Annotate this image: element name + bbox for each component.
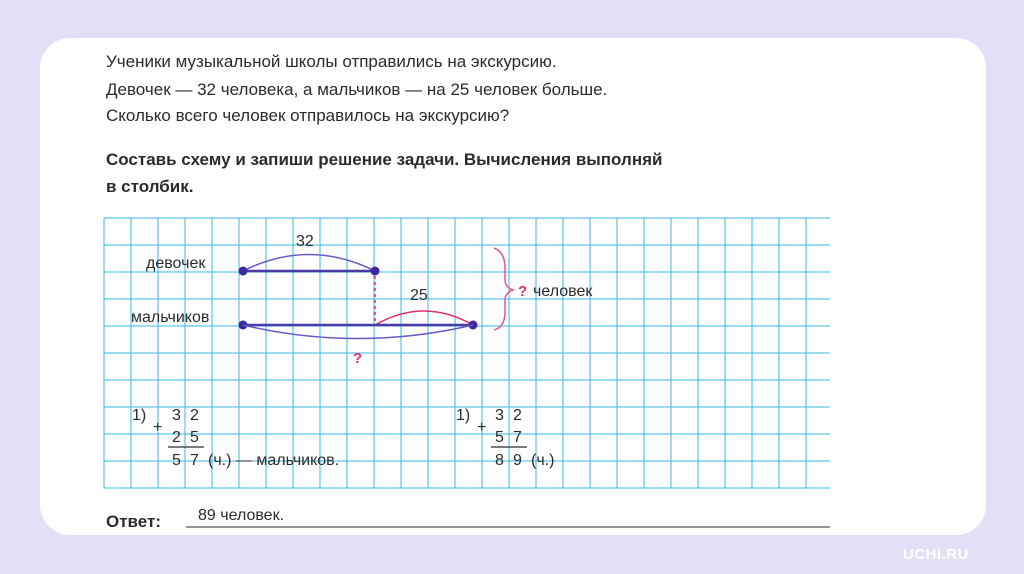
total-brace bbox=[494, 248, 513, 330]
girls-value-label: 32 bbox=[296, 233, 314, 250]
squared-grid bbox=[104, 218, 830, 488]
addend-1-units: 2 bbox=[190, 407, 199, 424]
solution-2 bbox=[456, 407, 554, 469]
boys-unknown-mark: ? bbox=[353, 350, 363, 367]
addend-2-tens: 5 bbox=[495, 429, 504, 446]
step-number: 1) bbox=[456, 407, 471, 424]
problem-line-3: Сколько всего человек отправилось на экскурсию? bbox=[106, 106, 510, 125]
solution-1 bbox=[132, 407, 339, 469]
girls-label: девочек bbox=[146, 255, 206, 272]
boys-arc bbox=[243, 325, 473, 339]
problem-line-2: Девочек — 32 человека, а мальчиков — на 25 человек больше. bbox=[106, 80, 608, 99]
total-label: человек bbox=[533, 283, 593, 300]
difference-arc bbox=[375, 311, 473, 325]
boys-label: мальчиков bbox=[131, 309, 210, 326]
plus-sign: + bbox=[477, 419, 487, 436]
task-line-2: в столбик. bbox=[106, 177, 194, 196]
answer-row bbox=[106, 507, 830, 531]
girls-start-point bbox=[239, 267, 248, 276]
result-description: (ч.) — мальчиков. bbox=[208, 452, 340, 469]
addend-1-units: 2 bbox=[513, 407, 522, 424]
sum-tens: 8 bbox=[495, 452, 504, 469]
difference-value-label: 25 bbox=[410, 287, 428, 304]
answer-label: Ответ: bbox=[106, 512, 161, 531]
sum-units: 9 bbox=[513, 452, 522, 469]
task-line-1: Составь схему и запиши решение задачи. Вычисления выполняй bbox=[106, 150, 663, 169]
sum-tens: 5 bbox=[172, 452, 181, 469]
scheme-diagram bbox=[131, 233, 593, 367]
addend-1-tens: 3 bbox=[495, 407, 504, 424]
answer-value: 89 человек. bbox=[198, 507, 285, 524]
addend-2-units: 5 bbox=[190, 429, 199, 446]
addend-2-units: 7 bbox=[513, 429, 522, 446]
step-number: 1) bbox=[132, 407, 147, 424]
brand-logo: UCHi.RU bbox=[903, 546, 969, 563]
problem-line-1: Ученики музыкальной школы отправились на экскурсию. bbox=[106, 52, 557, 71]
total-unknown-mark: ? bbox=[518, 283, 528, 300]
result-description: (ч.) bbox=[531, 452, 555, 469]
sum-units: 7 bbox=[190, 452, 199, 469]
addend-1-tens: 3 bbox=[172, 407, 181, 424]
girls-end-point bbox=[371, 267, 380, 276]
girls-arc bbox=[243, 255, 375, 272]
plus-sign: + bbox=[153, 419, 163, 436]
addend-2-tens: 2 bbox=[172, 429, 181, 446]
